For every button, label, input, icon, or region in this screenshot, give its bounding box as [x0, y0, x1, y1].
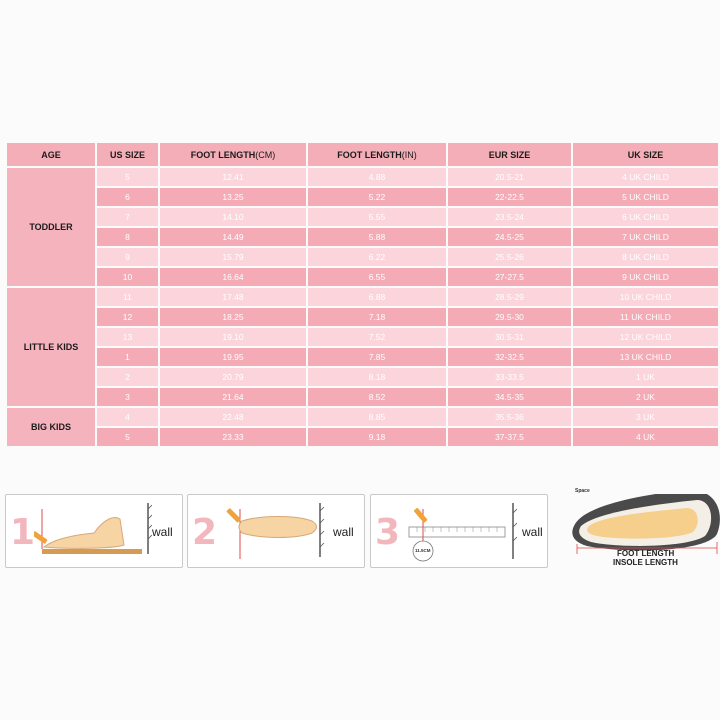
cell-uk: 9 UK CHILD [572, 267, 719, 287]
cell-us: 10 [96, 267, 159, 287]
header-in-unit: (IN) [401, 149, 417, 160]
cell-uk: 4 UK [572, 427, 719, 447]
cell-eur: 23.5-24 [447, 207, 572, 227]
table-row [6, 327, 719, 347]
age-group-cell: LITTLE KIDS [6, 287, 96, 407]
step-3-wall-label: wall [522, 525, 543, 539]
table-row [6, 427, 719, 447]
table-row [6, 287, 719, 307]
space-label: Space [575, 488, 590, 494]
cell-cm: 22.48 [159, 407, 307, 427]
cell-eur: 28.5-29 [447, 287, 572, 307]
cell-us: 12 [96, 307, 159, 327]
header-foot-length-in-text: FOOT LENGTH [337, 149, 402, 160]
step-2-panel [187, 494, 365, 568]
cell-us: 3 [96, 387, 159, 407]
table-row [6, 207, 719, 227]
header-eur-size: EUR SIZE [447, 142, 572, 167]
cell-uk: 7 UK CHILD [572, 227, 719, 247]
cell-us: 4 [96, 407, 159, 427]
cell-cm: 23.33 [159, 427, 307, 447]
cell-eur: 29.5-30 [447, 307, 572, 327]
age-group-cell: BIG KIDS [6, 407, 96, 447]
header-age: AGE [6, 142, 96, 167]
cell-in: 6.88 [307, 287, 447, 307]
cell-uk: 8 UK CHILD [572, 247, 719, 267]
table-row [6, 267, 719, 287]
ruler-label: 11.5CM [415, 548, 431, 553]
cell-cm: 15.79 [159, 247, 307, 267]
cell-uk: 10 UK CHILD [572, 287, 719, 307]
cell-us: 13 [96, 327, 159, 347]
table-row [6, 387, 719, 407]
cell-in: 5.22 [307, 187, 447, 207]
cell-cm: 12.41 [159, 167, 307, 187]
measuring-steps [5, 488, 720, 574]
cell-in: 5.55 [307, 207, 447, 227]
cell-eur: 22-22.5 [447, 187, 572, 207]
cell-cm: 19.10 [159, 327, 307, 347]
cell-cm: 14.49 [159, 227, 307, 247]
side-foot-icon [34, 499, 152, 563]
cell-in: 8.52 [307, 387, 447, 407]
cell-in: 5.88 [307, 227, 447, 247]
cell-uk: 2 UK [572, 387, 719, 407]
cell-us: 5 [96, 167, 159, 187]
cell-cm: 21.64 [159, 387, 307, 407]
cell-cm: 14.10 [159, 207, 307, 227]
cell-cm: 19.95 [159, 347, 307, 367]
insole-diagram [567, 488, 720, 574]
table-row [6, 247, 719, 267]
table-row [6, 367, 719, 387]
cell-in: 6.22 [307, 247, 447, 267]
cell-us: 8 [96, 227, 159, 247]
cell-uk: 1 UK [572, 367, 719, 387]
cell-uk: 12 UK CHILD [572, 327, 719, 347]
step-1-panel [5, 494, 183, 568]
cell-uk: 6 UK CHILD [572, 207, 719, 227]
table-row [6, 167, 719, 187]
cell-in: 7.85 [307, 347, 447, 367]
cell-eur: 32-32.5 [447, 347, 572, 367]
cell-in: 7.52 [307, 327, 447, 347]
table-row [6, 407, 719, 427]
cell-in: 4.88 [307, 167, 447, 187]
header-cm-unit: (CM) [255, 149, 276, 160]
cell-eur: 34.5-35 [447, 387, 572, 407]
table-row [6, 307, 719, 327]
cell-cm: 18.25 [159, 307, 307, 327]
cell-us: 11 [96, 287, 159, 307]
cell-us: 9 [96, 247, 159, 267]
insole-length-label: INSOLE LENGTH [613, 558, 678, 567]
cell-eur: 33-33.5 [447, 367, 572, 387]
table-header-row [6, 142, 719, 167]
cell-in: 7.18 [307, 307, 447, 327]
step-2-wall-label: wall [333, 525, 354, 539]
cell-in: 9.18 [307, 427, 447, 447]
cell-eur: 20.5-21 [447, 167, 572, 187]
cell-uk: 3 UK [572, 407, 719, 427]
cell-eur: 35.5-36 [447, 407, 572, 427]
cell-uk: 4 UK CHILD [572, 167, 719, 187]
cell-in: 8.18 [307, 367, 447, 387]
cell-eur: 27-27.5 [447, 267, 572, 287]
cell-us: 7 [96, 207, 159, 227]
table-row [6, 227, 719, 247]
size-chart-table [5, 141, 720, 448]
table-row [6, 187, 719, 207]
header-foot-length-cm [159, 142, 307, 167]
cell-us: 2 [96, 367, 159, 387]
cell-us: 1 [96, 347, 159, 367]
header-foot-length-in [307, 142, 447, 167]
ruler-measure-icon [399, 499, 517, 563]
cell-cm: 17.48 [159, 287, 307, 307]
cell-eur: 24.5-25 [447, 227, 572, 247]
step-1-wall-label: wall [152, 525, 173, 539]
age-group-cell: TODDLER [6, 167, 96, 287]
cell-us: 5 [96, 427, 159, 447]
cell-cm: 20.79 [159, 367, 307, 387]
cell-uk: 13 UK CHILD [572, 347, 719, 367]
cell-uk: 11 UK CHILD [572, 307, 719, 327]
table-row [6, 347, 719, 367]
step-3-panel [370, 494, 548, 568]
step-3-number: 3 [375, 512, 401, 553]
step-1-number: 1 [10, 512, 36, 553]
header-uk-size: UK SIZE [572, 142, 719, 167]
top-foot-icon [216, 499, 334, 563]
foot-length-label: FOOT LENGTH [617, 549, 675, 558]
cell-eur: 30.5-31 [447, 327, 572, 347]
cell-us: 6 [96, 187, 159, 207]
header-us-size: US SIZE [96, 142, 159, 167]
cell-eur: 37-37.5 [447, 427, 572, 447]
cell-cm: 13.25 [159, 187, 307, 207]
cell-cm: 16.64 [159, 267, 307, 287]
cell-in: 8.85 [307, 407, 447, 427]
cell-eur: 25.5-26 [447, 247, 572, 267]
step-2-number: 2 [192, 512, 218, 553]
cell-uk: 5 UK CHILD [572, 187, 719, 207]
header-foot-length-cm-text: FOOT LENGTH [190, 149, 256, 160]
cell-in: 6.55 [307, 267, 447, 287]
table-body [6, 167, 719, 447]
